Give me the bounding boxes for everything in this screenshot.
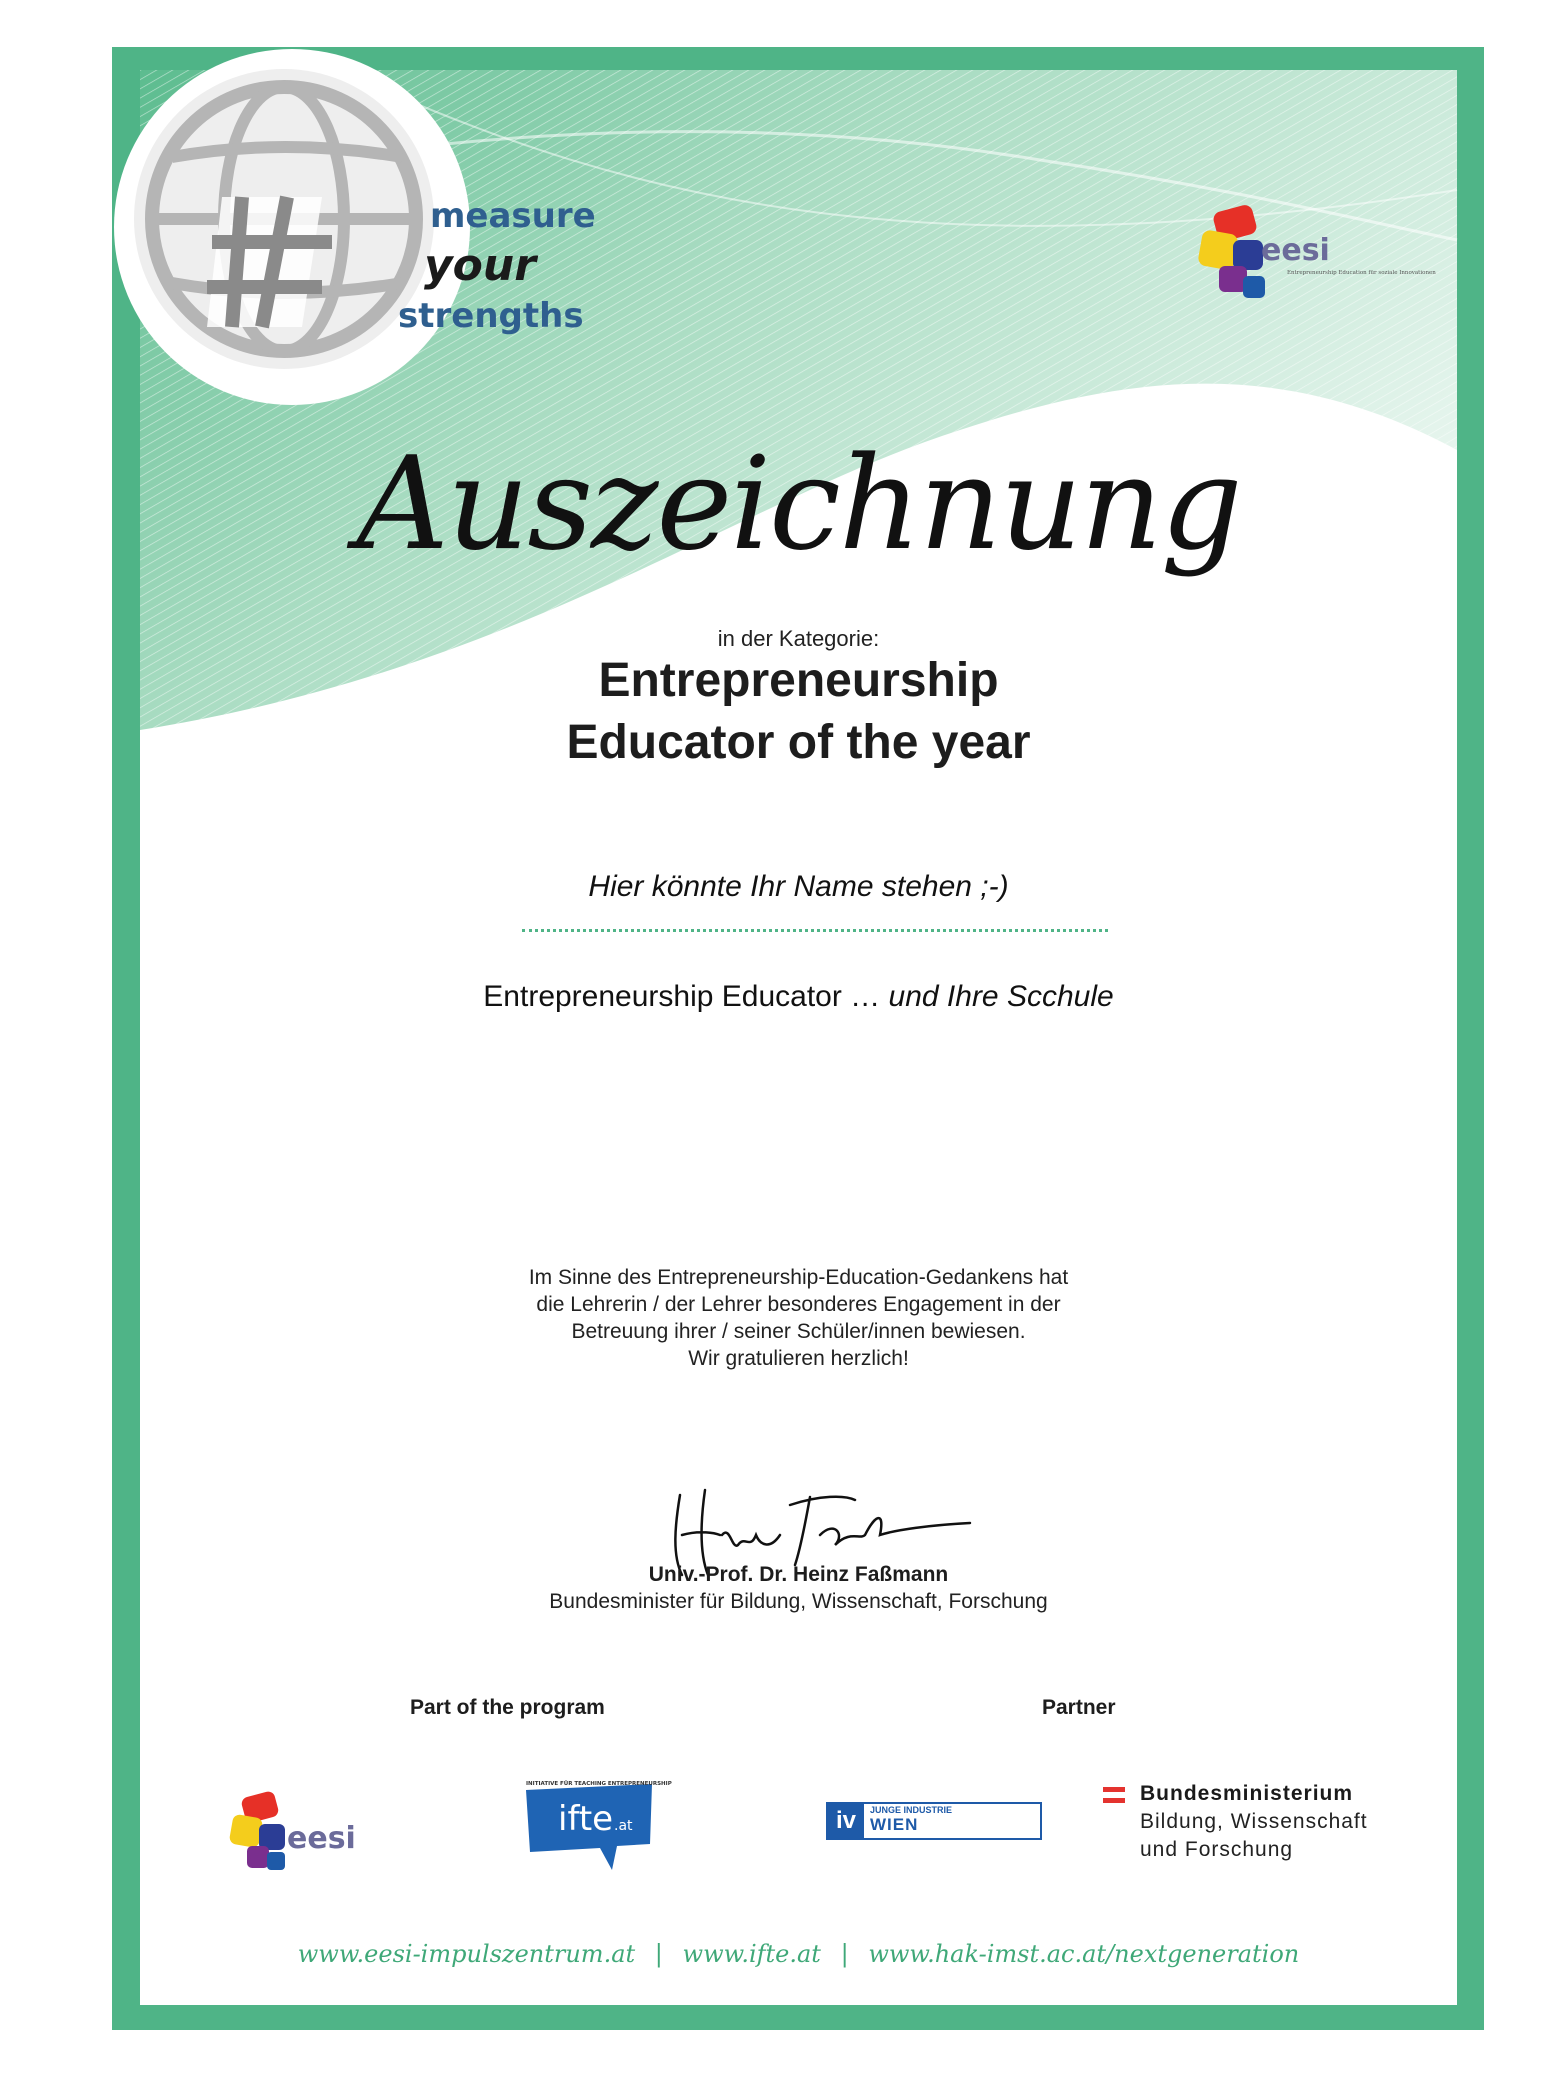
certificate-title: Auszeichnung [356,430,1241,579]
iv-main: WIEN [870,1815,919,1834]
school-line [140,980,1457,1014]
ifte-name: ifte [558,1799,614,1839]
body-line-2: die Lehrerin / der Lehrer besonderes Engagement in der [536,1293,1061,1316]
body-line-4: Wir gratulieren herzlich! [688,1347,909,1370]
ifte-logo [522,1778,672,1874]
iv-mark: iv [828,1804,864,1838]
name-dotted-line [522,929,1108,932]
eesi-wordmark: eesi [1261,233,1330,268]
school-suffix: und Ihre Scchule [888,980,1114,1013]
tagline-measure: measure [430,196,596,236]
signer-name: Univ.-Prof. Dr. Heinz Faßmann [648,1563,949,1586]
award-line-2: Educator of the year [566,716,1031,769]
globe-logo [112,47,472,407]
ministry-line-3: und Forschung [1140,1838,1294,1861]
globe-icon [112,47,472,407]
austria-flag-icon [1103,1787,1125,1803]
ministry-line-2: Bildung, Wissenschaft [1140,1810,1368,1833]
footer-separator: | [654,1940,663,1968]
footer-link-hak-imst[interactable]: www.hak-imst.ac.at/nextgeneration [868,1940,1300,1968]
program-label: Part of the program [410,1696,605,1719]
junge-industrie-logo [826,1802,1042,1840]
footer-link-eesi[interactable]: www.eesi-impulszentrum.at [297,1940,636,1968]
body-line-3: Betreuung ihrer / seiner Schüler/innen bewiesen. [571,1320,1026,1343]
iv-subline: JUNGE INDUSTRIE [870,1805,953,1815]
eesi-bottom-wordmark: eesi [287,1821,356,1856]
award-line-1: Entrepreneurship [598,654,999,707]
partner-label: Partner [1042,1696,1116,1719]
body-line-1: Im Sinne des Entrepreneurship-Education-Gedankens hat [528,1266,1069,1289]
ministry-logo [1140,1780,1368,1864]
school-prefix: Entrepreneurship Educator … [483,980,889,1013]
category-label: in der Kategorie: [717,626,880,651]
award-title [140,650,1457,774]
eesi-logo-bottom [225,1790,385,1880]
tagline-your: your [424,240,536,291]
certificate-body [140,1264,1457,1372]
signer-role: Bundesminister für Bildung, Wissenschaft, Forschung [549,1590,1048,1613]
ministry-line-1: Bundesministerium [1140,1782,1354,1805]
recipient-name: Hier könnte Ihr Name stehen ;-) [588,870,1009,903]
ifte-top-text: INITIATIVE FÜR TEACHING ENTREPRENEURSHIP [526,1781,672,1787]
tagline-strengths: strengths [398,296,584,336]
footer-links [140,1940,1457,1968]
footer-separator: | [840,1940,849,1968]
ifte-tld: .at [614,1818,633,1834]
eesi-logo-top [1195,200,1436,320]
eesi-subline: Entrepreneurship Education für soziale Innovationen [1287,270,1436,276]
footer-link-ifte[interactable]: www.ifte.at [682,1940,821,1968]
